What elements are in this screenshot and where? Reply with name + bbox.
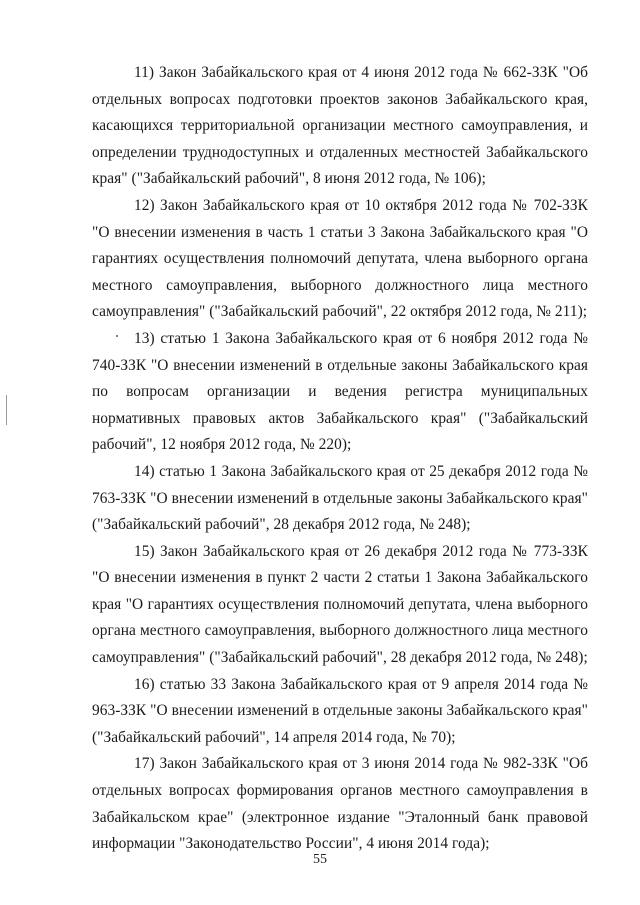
- list-item-14: 14) статью 1 Закона Забайкальского края от 25 декабря 2012 года № 763-ЗЗК "О внесении изменений в отдельные законы Забайкальского края" ("Забайкальский рабочий", 28 декабря 2012 года, № 248);: [92, 462, 588, 534]
- list-item-17: 17) Закон Забайкальского края от 3 июня 2014 года № 982-ЗЗК "Об отдельных вопросах формирования органов местного самоуправления в Забайкальском крае" (электронное издание "Эталонный банк правовой информации "Законодательство России", 4 июня 2014 года);: [92, 755, 588, 853]
- page-number: 55: [313, 852, 327, 867]
- list-item-11: 11) Закон Забайкальского края от 4 июня 2012 года № 662-ЗЗК "Об отдельных вопросах подготовки проектов законов Забайкальского края, касающихся территориальной организации местного самоуправления, и определении труднодоступных и отдаленных местностей Забайкальского края" ("Забайкальский рабочий", 8 июня 2012 года, № 106);: [92, 64, 588, 188]
- list-item-16: 16) статью 33 Закона Забайкальского края от 9 апреля 2014 года № 963-ЗЗК "О внесении изменений в отдельные законы Забайкальского края" ("Забайкальский рабочий", 14 апреля 2014 года, № 70);: [92, 675, 588, 746]
- list-item-13: 13) статью 1 Закона Забайкальского края от 6 ноября 2012 года № 740-ЗЗК "О внесении изменений в отдельные законы Забайкальского края по вопросам организации и ведения регистра муниципальных нормативных правовых актов Забайкальского края" ("Забайкальский рабочий", 12 ноября 2012 года, № 220);: [92, 329, 588, 454]
- list-item-15: 15) Закон Забайкальского края от 26 декабря 2012 года № 773-ЗЗК "О внесении изменения в пункт 2 части 2 статьи 1 Закона Забайкальского края "О гарантиях осуществления полномочий депутата, члена выборного органа местного самоуправления, выборного должностного лица местного самоуправления" ("Забайкальский рабочий", 28 декабря 2012 года, № 248);: [92, 542, 588, 667]
- document-body: [92, 60, 588, 858]
- scan-margin-mark: [6, 395, 7, 425]
- list-item-12: 12) Закон Забайкальского края от 10 октября 2012 года № 702-ЗЗК "О внесении изменения в часть 1 статьи 3 Закона Забайкальского края "О гарантиях осуществления полномочий депутата, члена выборного органа местного самоуправления, выборного должностного лица местного самоуправления" ("Забайкальский рабочий", 22 октября 2012 года, № 211);: [92, 196, 588, 321]
